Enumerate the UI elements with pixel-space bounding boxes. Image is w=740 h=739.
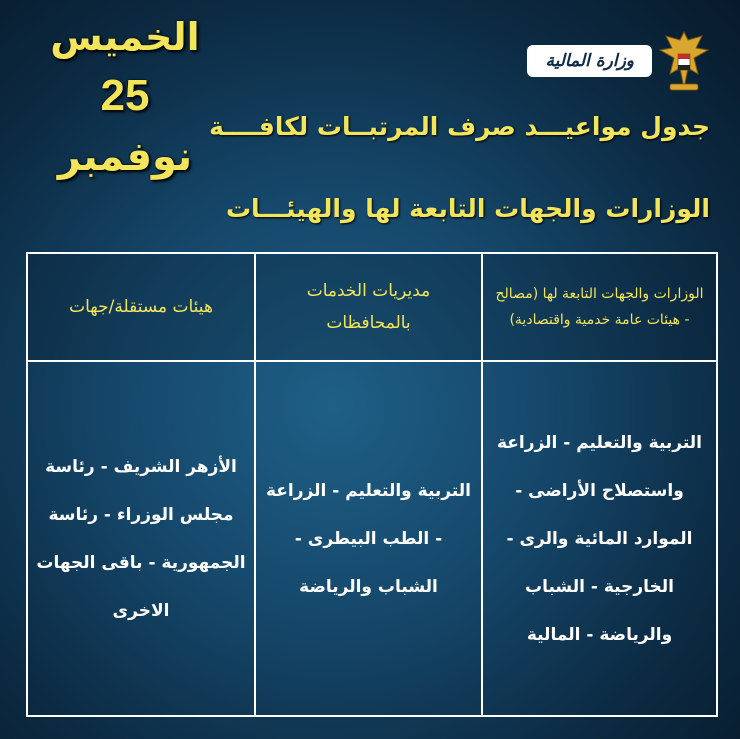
header-independent-bodies: هيئات مستقلة/جهات [27, 253, 255, 361]
date-number: 25 [100, 71, 150, 120]
date-block [30, 6, 220, 190]
cell-governorate-directorates: التربية والتعليم - الزراعة - الطب البيطرى - الشباب والرياضة [255, 361, 482, 716]
ministry-logo [527, 28, 710, 94]
eagle-emblem-icon [658, 28, 710, 94]
header-ministries: الوزارات والجهات التابعة لها (مصالح - هيئات عامة خدمية واقتصادية) [482, 253, 717, 361]
salary-schedule-table [26, 252, 718, 717]
page-title-line-1: جدول مواعيـــد صرف المرتبــات لكافــــة [209, 112, 710, 141]
ministry-name-label: وزارة المالية [527, 45, 652, 77]
page-title-line-2: الوزارات والجهات التابعة لها والهيئـــات [225, 194, 710, 223]
table-row [27, 361, 717, 716]
date-day: الخميس [50, 15, 200, 59]
cell-ministries: التربية والتعليم - الزراعة واستصلاح الأراضى - الموارد المائية والرى - الخارجية - الشباب والرياضة - المالية [482, 361, 717, 716]
date-month: نوفمبر [57, 134, 193, 180]
table-header-row [27, 253, 717, 361]
cell-independent-bodies: الأزهر الشريف - رئاسة مجلس الوزراء - رئاسة الجمهورية - باقى الجهات الاخرى [27, 361, 255, 716]
header-governorate-directorates: مديريات الخدمات بالمحافظات [255, 253, 482, 361]
